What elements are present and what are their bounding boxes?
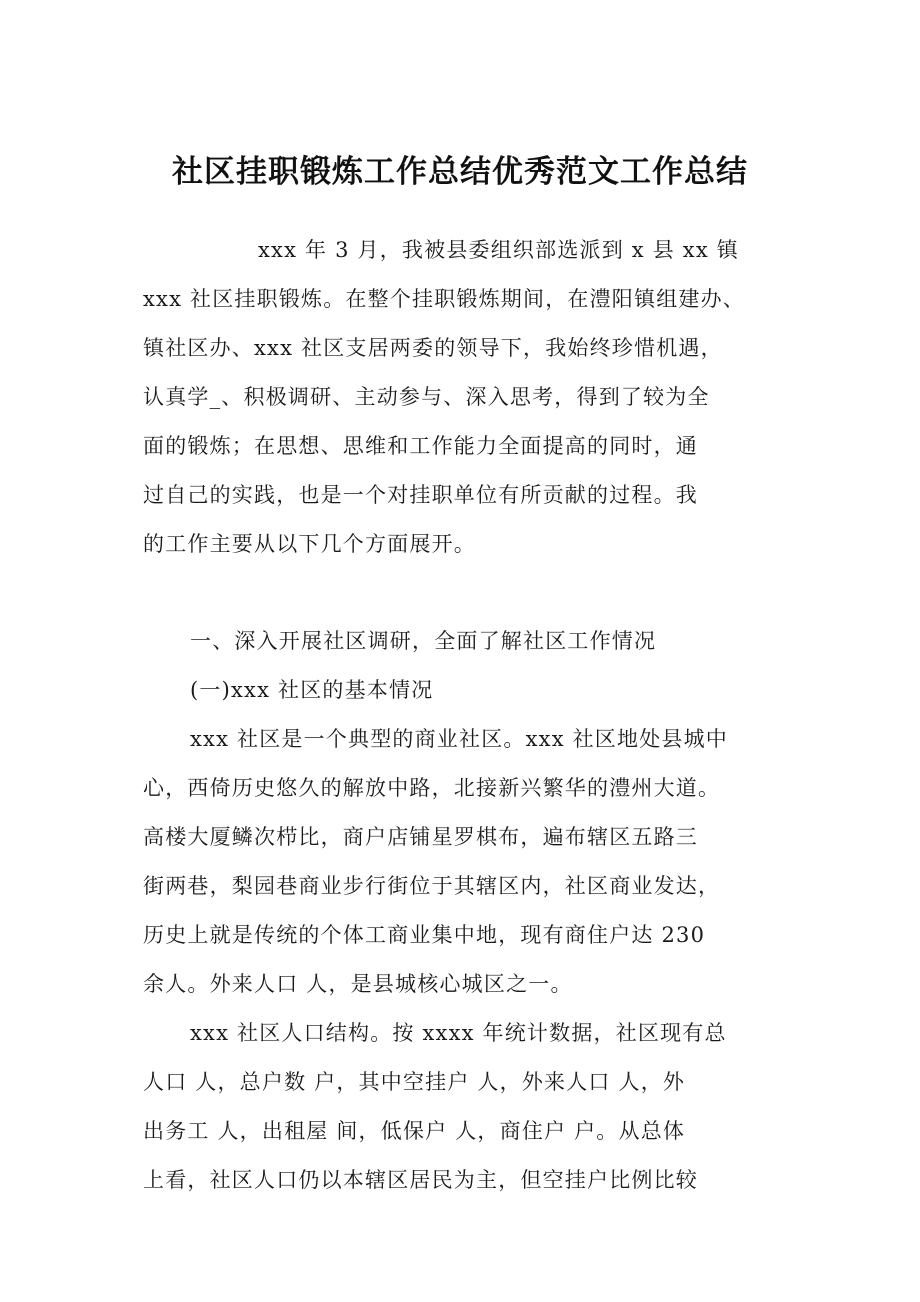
paragraph-line: xxx 社区挂职锻炼。在整个挂职锻炼期间，在澧阳镇组建办、 xyxy=(143,287,746,311)
paragraph-line: xxx 社区是一个典型的商业社区。xxx 社区地处县城中 xyxy=(190,727,729,751)
paragraph-line: 人口 人，总户数 户，其中空挂户 人，外来人口 人，外 xyxy=(143,1070,686,1094)
paragraph-line: 街两巷，梨园巷商业步行街位于其辖区内，社区商业发达， xyxy=(143,874,721,898)
paragraph-line: 上看，社区人口仍以本辖区居民为主，但空挂户比例比较 xyxy=(143,1168,698,1192)
paragraph-line: 高楼大厦鳞次栉比，商户店铺星罗棋布，遍布辖区五路三 xyxy=(143,825,698,849)
paragraph-line: 出务工 人，出租屋 间，低保户 人，商住户 户。从总体 xyxy=(143,1119,686,1143)
subsection-heading: (一)xxx 社区的基本情况 xyxy=(190,678,434,702)
paragraph-line: 镇社区办、xxx 社区支居两委的领导下，我始终珍惜机遇， xyxy=(143,336,723,360)
paragraph-line: 历史上就是传统的个体工商业集中地，现有商住户达 230 xyxy=(143,923,706,947)
paragraph-line: xxx 社区人口结构。按 xxxx 年统计数据，社区现有总 xyxy=(190,1021,727,1045)
paragraph-line: 过自己的实践，也是一个对挂职单位有所贡献的过程。我 xyxy=(143,483,698,507)
paragraph-line: 面的锻炼；在思想、思维和工作能力全面提高的同时，通 xyxy=(143,434,698,458)
paragraph-line: 余人。外来人口 人，是县城核心城区之一。 xyxy=(143,972,573,996)
paragraph-line: 的工作主要从以下几个方面展开。 xyxy=(143,532,476,556)
paragraph-line: 认真学_、积极调研、主动参与、深入思考，得到了较为全 xyxy=(143,385,710,409)
section-heading: 一、深入开展社区调研，全面了解社区工作情况 xyxy=(190,629,657,653)
document-title: 社区挂职锻炼工作总结优秀范文工作总结 xyxy=(172,154,748,190)
paragraph-line: 心，西倚历史悠久的解放中路，北接新兴繁华的澧州大道。 xyxy=(143,776,721,800)
paragraph-line: xxx 年 3 月，我被县委组织部选派到 x 县 xx 镇 xyxy=(258,238,739,262)
